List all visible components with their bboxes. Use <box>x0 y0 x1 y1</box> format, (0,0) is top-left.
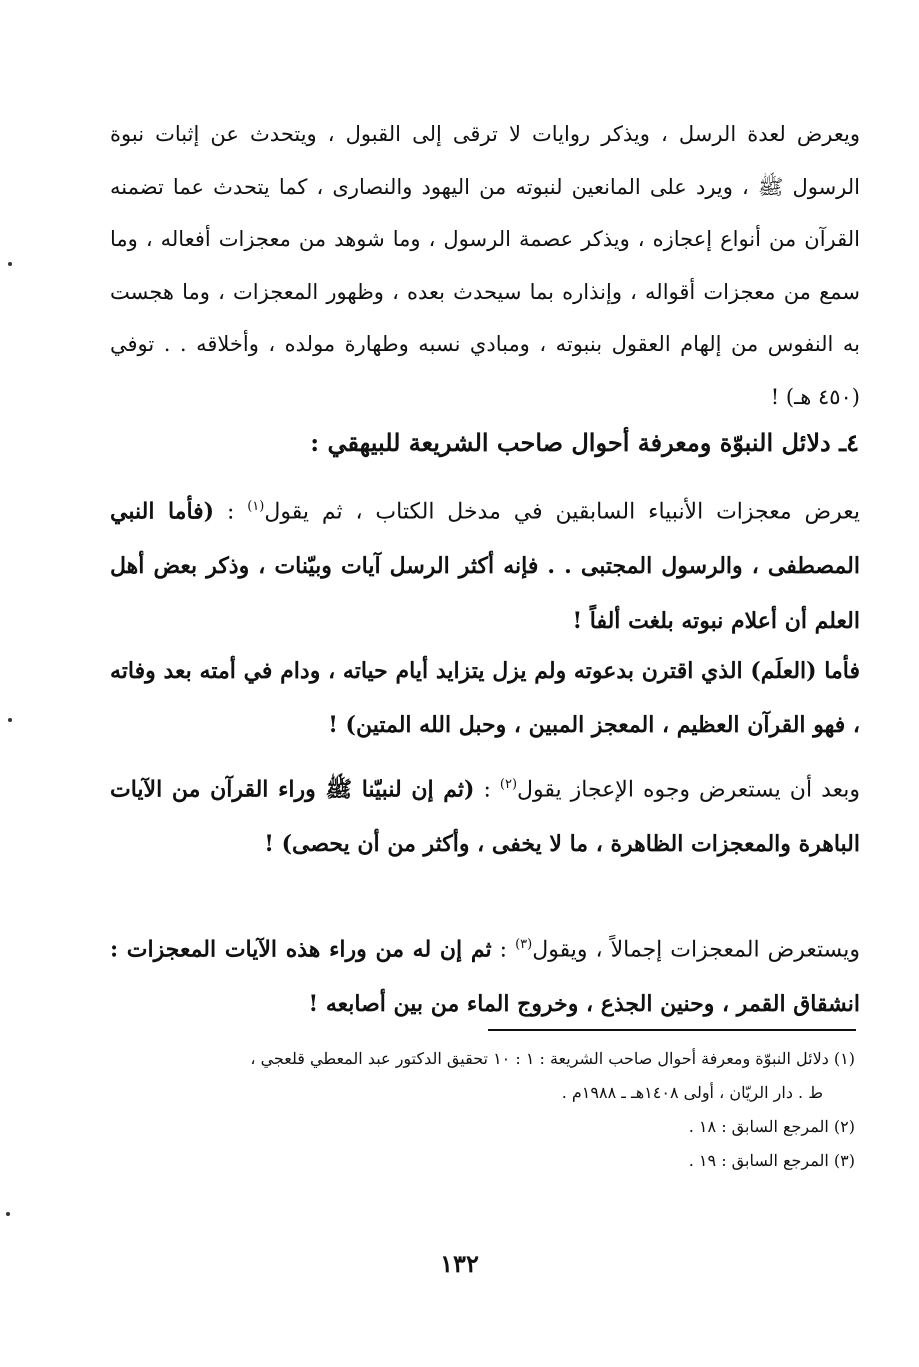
footnote-ref-1: (١) <box>247 499 265 514</box>
paragraph-2-intro: يعرض معجزات الأنبياء السابقين في مدخل الكتاب ، ثم يقول <box>264 499 860 525</box>
footnote-2: (٢) المرجع السابق : ١٨ . <box>688 1117 855 1136</box>
footnote-ref-2: (٢) <box>499 777 518 792</box>
page-number: ١٣٢ <box>440 1249 479 1278</box>
footnotes <box>130 1042 855 1178</box>
footnote-divider <box>488 1029 856 1031</box>
paragraph-4-colon: : <box>474 777 500 803</box>
margin-speck <box>8 718 12 722</box>
paragraph-1-text: ويعرض لعدة الرسل ، ويذكر روايات لا ترقى إلى القبول ، ويتحدث عن إثبات نبوة الرسول ﷺ ، ويرد على المانعين لنبوته من اليهود والنصارى ، كما يتحدث عما تضمنه القرآن من أنواع إعجازه ، ويذكر عصمة الرسول ، وما شوهد من معجزات أفعاله ، وما سمع من معجزات أقواله ، وإنذاره بما سيحدث بعده ، وظهور المعجزات ، وما هجست به النفوس من إلهام العقول بنبوته ، ومبادي نسبه وطهارة مولده ، وأخلاقه . . توفي (٤٥٠ هـ) ! <box>110 122 860 409</box>
footnote-3: (٣) المرجع السابق : ١٩ . <box>688 1151 855 1170</box>
footnote-1-line-2: ط . دار الريّان ، أولى ١٤٠٨هـ ـ ١٩٨٨م . <box>561 1083 823 1102</box>
footnote-1-line-1: (١) دلائل النبوّة ومعرفة أحوال صاحب الشريعة : ١ : ١٠ تحقيق الدكتور عبد المعطي قلعجي ، <box>250 1049 855 1068</box>
paragraph-4-intro: وبعد أن يستعرض وجوه الإعجاز يقول <box>517 777 860 803</box>
paragraph-miracles-summary <box>110 918 860 1032</box>
paragraph-4-quote: (ثم إن لنبيّنا ﷺ وراء القرآن من الآيات الباهرة والمعجزات الظاهرة ، ما لا يخفى ، وأكثر من أن يحصى) ! <box>110 776 860 858</box>
paragraph-intro <box>110 108 860 424</box>
paragraph-2-quote: (فأما النبي المصطفى ، والرسول المجتبى . . فإنه أكثر الرسل آيات وبيّنات ، وذكر بعض أهل العلم أن أعلام نبوته بلغت ألفاً ! <box>110 498 860 635</box>
section-heading: ٤ـ دلائل النبوّة ومعرفة أحوال صاحب الشريعة للبيهقي : <box>310 428 859 457</box>
paragraph-quran-sign <box>110 644 860 752</box>
paragraph-bayhaqi-intro <box>110 480 860 649</box>
paragraph-miracles <box>110 758 860 872</box>
footnote-1 <box>130 1042 855 1110</box>
footnote-ref-3: (٣) <box>515 937 533 952</box>
paragraph-5-intro: ويستعرض المعجزات إجمالاً ، ويقول <box>532 937 860 963</box>
margin-speck <box>6 1212 10 1216</box>
margin-speck <box>8 262 12 266</box>
paragraph-3-text: فأما (العلَم) الذي اقترن بدعوته ولم يزل يتزايد أيام حياته ، ودام في أمته بعد وفاته ، فهو القرآن العظيم ، المعجز المبين ، وحبل الله المتين) ! <box>110 658 860 738</box>
paragraph-5-quote: ثم إن له من وراء هذه الآيات المعجزات : انشقاق القمر ، وحنين الجذع ، وخروج الماء من بين أصابعه ! <box>110 936 860 1018</box>
paragraph-5-colon: : <box>491 937 516 963</box>
paragraph-2-colon: : <box>214 499 248 525</box>
